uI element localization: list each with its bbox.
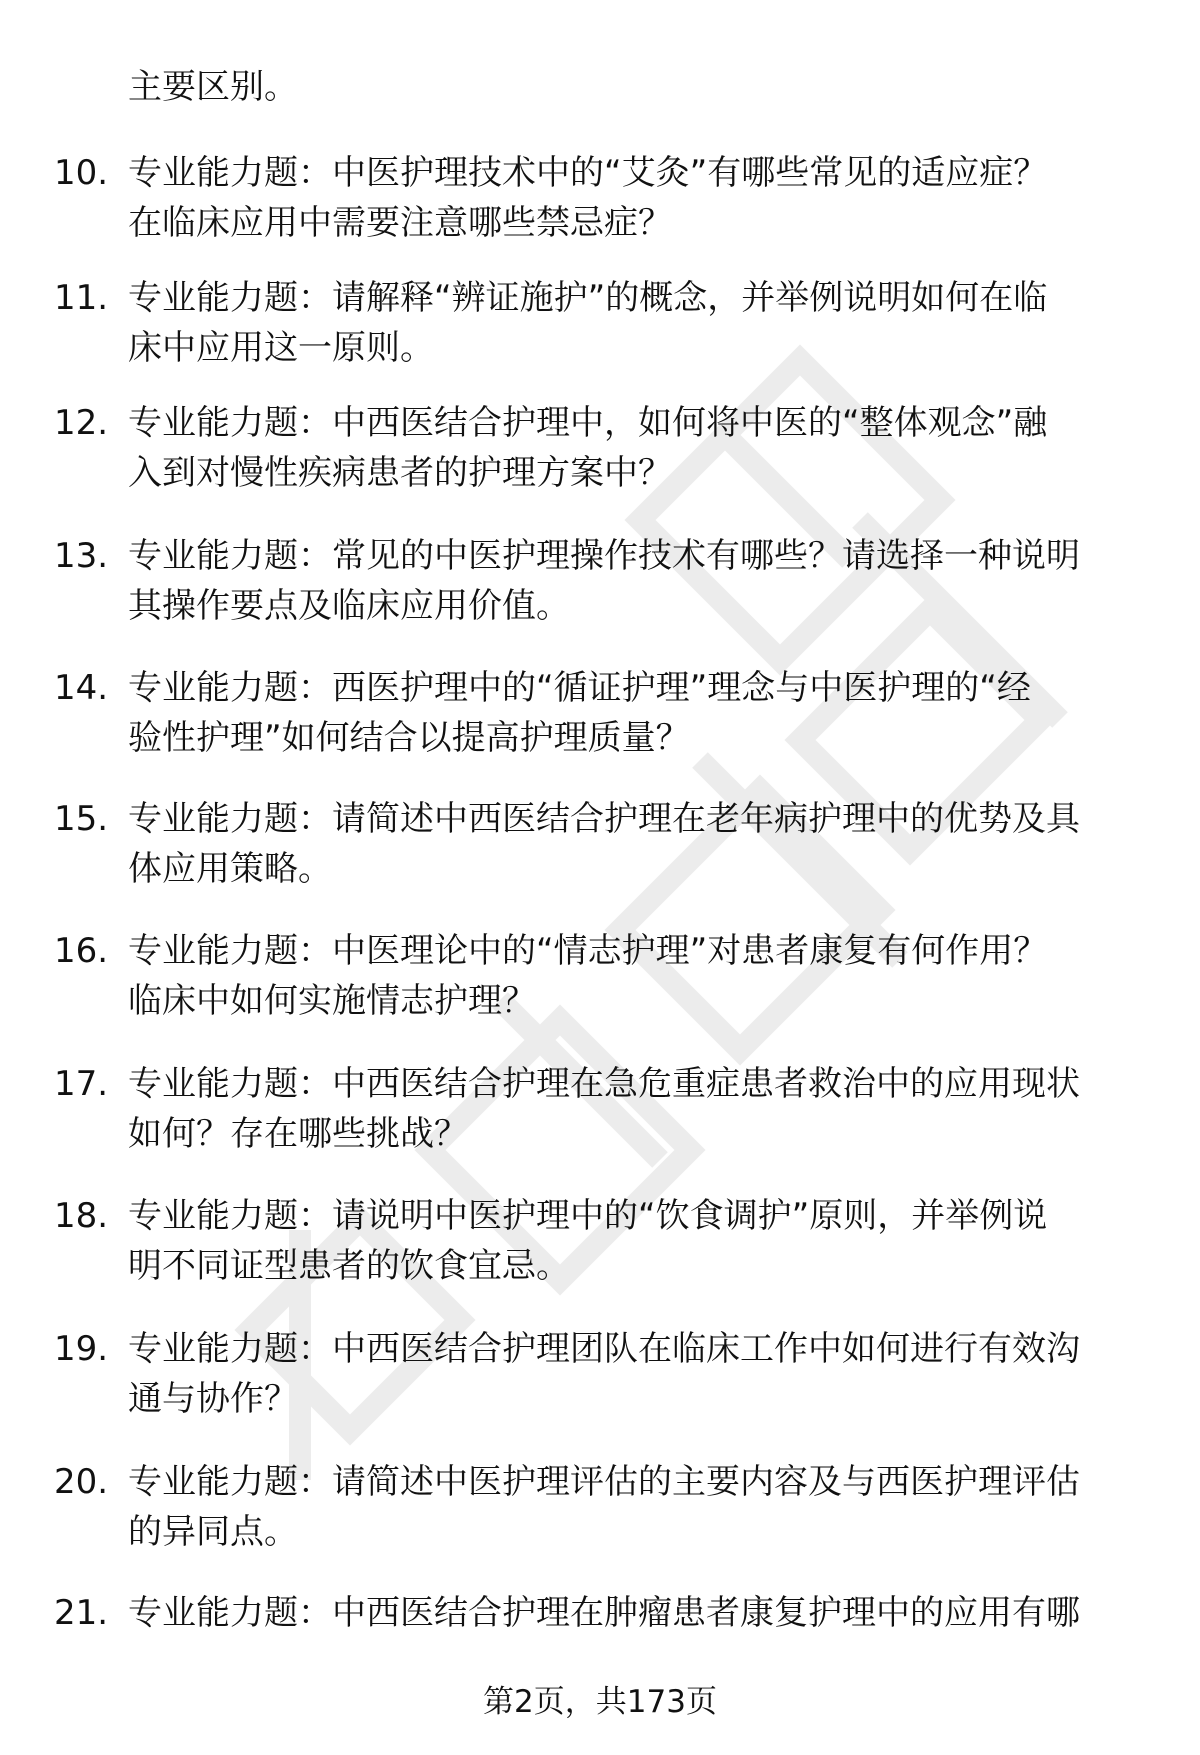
question-number: 10.	[54, 153, 109, 193]
question-text-line: 专业能力题：请简述中西医结合护理在老年病护理中的优势及具	[128, 799, 1080, 839]
question-text-line: 专业能力题：中西医结合护理在急危重症患者救治中的应用现状	[128, 1064, 1080, 1104]
question-text-line: 专业能力题：常见的中医护理操作技术有哪些？请选择一种说明	[128, 536, 1080, 576]
question-number: 12.	[54, 403, 109, 443]
continuation-text: 主要区别。	[128, 67, 298, 107]
question-text-line: 其操作要点及临床应用价值。	[128, 586, 570, 626]
question-number: 16.	[54, 931, 109, 971]
question-text-line: 如何？存在哪些挑战？	[128, 1114, 468, 1154]
question-number: 13.	[54, 536, 109, 576]
question-number: 11.	[54, 278, 109, 318]
question-number: 21.	[54, 1593, 109, 1633]
question-text-line: 专业能力题：请说明中医护理中的“饮食调护”原则，并举例说	[128, 1196, 1048, 1236]
question-number: 20.	[54, 1462, 109, 1502]
question-text-line: 入到对慢性疾病患者的护理方案中？	[128, 453, 672, 493]
page-footer: 第2页，共173页	[483, 1684, 717, 1720]
question-text-line: 专业能力题：请解释“辨证施护”的概念，并举例说明如何在临	[128, 278, 1048, 318]
question-text-line: 明不同证型患者的饮食宜忌。	[128, 1246, 570, 1286]
question-text-line: 专业能力题：中西医结合护理团队在临床工作中如何进行有效沟	[128, 1329, 1080, 1369]
question-text-line: 临床中如何实施情志护理？	[128, 981, 536, 1021]
question-text-line: 专业能力题：中西医结合护理在肿瘤患者康复护理中的应用有哪	[128, 1593, 1080, 1633]
question-number: 19.	[54, 1329, 109, 1369]
question-text-line: 专业能力题：西医护理中的“循证护理”理念与中医护理的“经	[128, 668, 1031, 708]
question-text-line: 的异同点。	[128, 1512, 298, 1552]
question-number: 17.	[54, 1064, 109, 1104]
question-number: 14.	[54, 668, 109, 708]
question-text-line: 专业能力题：中医理论中的“情志护理”对患者康复有何作用？	[128, 931, 1048, 971]
question-text-line: 通与协作？	[128, 1379, 298, 1419]
question-text-line: 床中应用这一原则。	[128, 328, 434, 368]
question-text-line: 验性护理”如何结合以提高护理质量？	[128, 718, 690, 758]
question-text-line: 专业能力题：中医护理技术中的“艾灸”有哪些常见的适应症？	[128, 153, 1048, 193]
question-text-line: 体应用策略。	[128, 849, 332, 889]
question-number: 18.	[54, 1196, 109, 1236]
question-text-line: 在临床应用中需要注意哪些禁忌症？	[128, 203, 672, 243]
question-number: 15.	[54, 799, 109, 839]
question-text-line: 专业能力题：中西医结合护理中，如何将中医的“整体观念”融	[128, 403, 1048, 443]
question-text-line: 专业能力题：请简述中医护理评估的主要内容及与西医护理评估	[128, 1462, 1080, 1502]
